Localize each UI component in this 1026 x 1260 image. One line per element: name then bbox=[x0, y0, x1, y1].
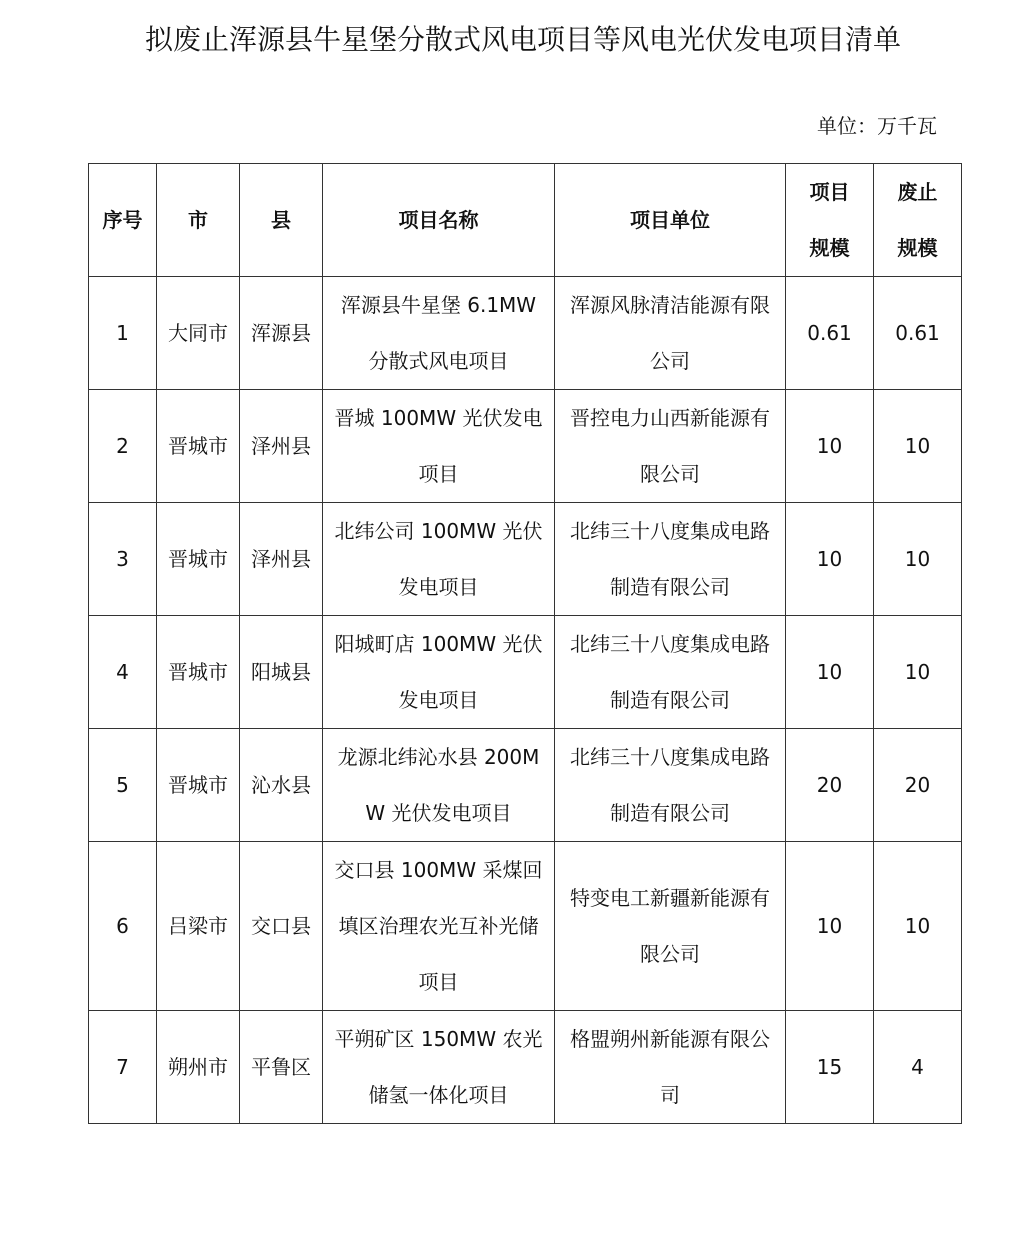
table-row bbox=[89, 277, 962, 390]
cell-seq: 2 bbox=[89, 390, 157, 503]
table-header-row bbox=[89, 164, 962, 277]
cell-county: 交口县 bbox=[240, 842, 323, 1011]
cell-project-scale: 10 bbox=[786, 503, 874, 616]
cell-city: 晋城市 bbox=[157, 729, 240, 842]
table-row bbox=[89, 842, 962, 1011]
cell-project-unit: 格盟朔州新能源有限公司 bbox=[555, 1011, 786, 1124]
cell-project-scale: 15 bbox=[786, 1011, 874, 1124]
cell-city: 晋城市 bbox=[157, 503, 240, 616]
cell-project-scale: 20 bbox=[786, 729, 874, 842]
cell-project-name: 交口县 100MW 采煤回填区治理农光互补光储项目 bbox=[323, 842, 555, 1011]
cell-seq: 3 bbox=[89, 503, 157, 616]
cell-abolish-scale: 20 bbox=[874, 729, 962, 842]
cell-county: 沁水县 bbox=[240, 729, 323, 842]
cell-city: 吕梁市 bbox=[157, 842, 240, 1011]
document-title: 拟废止浑源县牛星堡分散式风电项目等风电光伏发电项目清单 bbox=[144, 23, 901, 56]
header-abolish-scale-line1: 废止 bbox=[897, 180, 938, 204]
cell-seq: 5 bbox=[89, 729, 157, 842]
cell-project-name: 平朔矿区 150MW 农光储氢一体化项目 bbox=[323, 1011, 555, 1124]
header-abolish-scale-line2: 规模 bbox=[897, 236, 938, 260]
cell-project-unit: 特变电工新疆新能源有限公司 bbox=[555, 842, 786, 1011]
header-city: 市 bbox=[157, 164, 240, 277]
header-project-unit: 项目单位 bbox=[555, 164, 786, 277]
cell-project-name: 浑源县牛星堡 6.1MW 分散式风电项目 bbox=[323, 277, 555, 390]
cell-project-name: 晋城 100MW 光伏发电项目 bbox=[323, 390, 555, 503]
project-table bbox=[88, 163, 962, 1124]
header-project-scale bbox=[786, 164, 874, 277]
cell-abolish-scale: 0.61 bbox=[874, 277, 962, 390]
cell-abolish-scale: 10 bbox=[874, 616, 962, 729]
cell-project-scale: 10 bbox=[786, 842, 874, 1011]
cell-county: 泽州县 bbox=[240, 503, 323, 616]
header-county: 县 bbox=[240, 164, 323, 277]
cell-abolish-scale: 10 bbox=[874, 842, 962, 1011]
cell-project-unit: 晋控电力山西新能源有限公司 bbox=[555, 390, 786, 503]
cell-project-name: 龙源北纬沁水县 200MW 光伏发电项目 bbox=[323, 729, 555, 842]
unit-label: 单位：万千瓦 bbox=[817, 114, 937, 138]
cell-seq: 7 bbox=[89, 1011, 157, 1124]
table-row bbox=[89, 503, 962, 616]
cell-abolish-scale: 10 bbox=[874, 390, 962, 503]
cell-county: 阳城县 bbox=[240, 616, 323, 729]
header-project-name: 项目名称 bbox=[323, 164, 555, 277]
cell-project-name: 阳城町店 100MW 光伏发电项目 bbox=[323, 616, 555, 729]
cell-project-unit: 浑源风脉清洁能源有限公司 bbox=[555, 277, 786, 390]
cell-project-unit: 北纬三十八度集成电路制造有限公司 bbox=[555, 503, 786, 616]
cell-city: 大同市 bbox=[157, 277, 240, 390]
cell-project-scale: 0.61 bbox=[786, 277, 874, 390]
cell-seq: 6 bbox=[89, 842, 157, 1011]
cell-project-scale: 10 bbox=[786, 390, 874, 503]
cell-county: 泽州县 bbox=[240, 390, 323, 503]
cell-county: 平鲁区 bbox=[240, 1011, 323, 1124]
header-project-scale-line2: 规模 bbox=[809, 236, 850, 260]
table-row bbox=[89, 390, 962, 503]
cell-seq: 4 bbox=[89, 616, 157, 729]
cell-abolish-scale: 10 bbox=[874, 503, 962, 616]
cell-project-unit: 北纬三十八度集成电路制造有限公司 bbox=[555, 616, 786, 729]
cell-seq: 1 bbox=[89, 277, 157, 390]
cell-city: 朔州市 bbox=[157, 1011, 240, 1124]
table-row bbox=[89, 616, 962, 729]
cell-project-scale: 10 bbox=[786, 616, 874, 729]
cell-city: 晋城市 bbox=[157, 616, 240, 729]
cell-project-unit: 北纬三十八度集成电路制造有限公司 bbox=[555, 729, 786, 842]
header-seq: 序号 bbox=[89, 164, 157, 277]
cell-project-name: 北纬公司 100MW 光伏发电项目 bbox=[323, 503, 555, 616]
header-project-scale-line1: 项目 bbox=[809, 180, 850, 204]
cell-county: 浑源县 bbox=[240, 277, 323, 390]
table-row bbox=[89, 1011, 962, 1124]
cell-abolish-scale: 4 bbox=[874, 1011, 962, 1124]
header-abolish-scale bbox=[874, 164, 962, 277]
table-row bbox=[89, 729, 962, 842]
cell-city: 晋城市 bbox=[157, 390, 240, 503]
